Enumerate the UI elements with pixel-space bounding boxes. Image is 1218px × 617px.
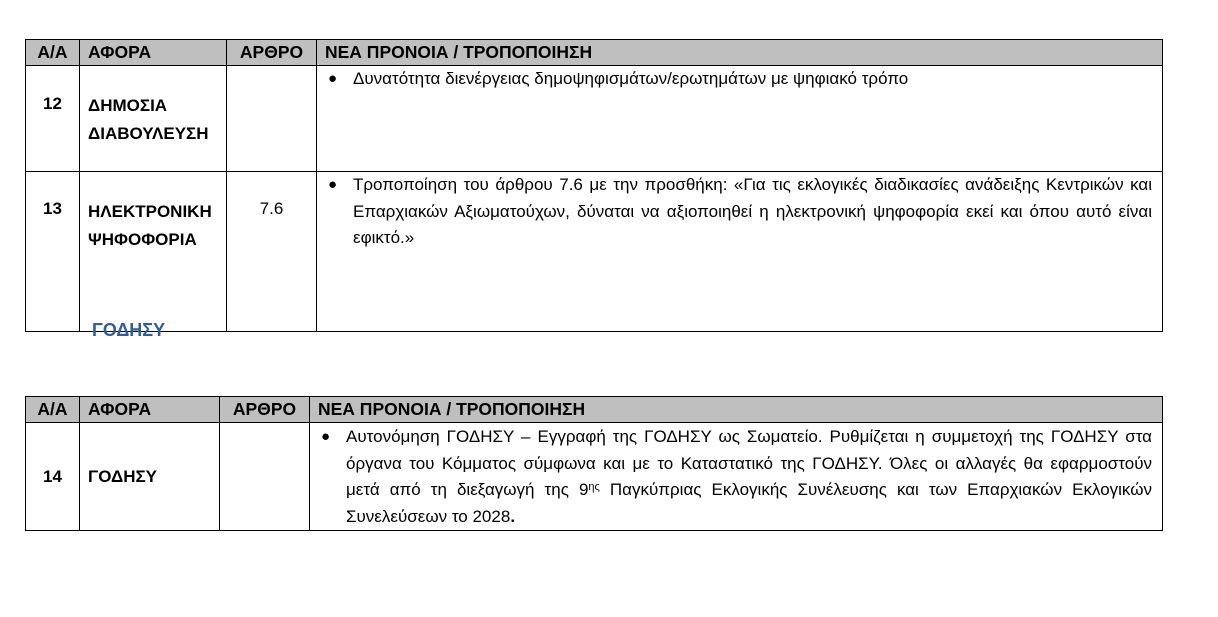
- header-article: ΑΡΘΡΟ: [220, 397, 310, 423]
- row-subject: [80, 172, 227, 332]
- bullet-text: Δυνατότητα διενέργειας δημοψηφισμάτων/ερωτημάτων με ψηφιακό τρόπο: [353, 69, 909, 88]
- table-row: [26, 423, 1163, 531]
- row-provision: [310, 423, 1163, 531]
- amendments-table-2: [25, 396, 1163, 531]
- row-article: 7.6: [227, 172, 317, 332]
- bullet-item: [328, 172, 1152, 252]
- bullet-text-cont: Παγκύπριας Εκλογικής Συνέλευσης και των Επαρχιακών Εκλογικών Συνελεύσεων το 2028: [346, 480, 1152, 526]
- header-aa: Α/Α: [26, 397, 80, 423]
- header-provision: ΝΕΑ ΠΡΟΝΟΙΑ / ΤΡΟΠΟΠΟΙΗΣΗ: [317, 40, 1163, 66]
- header-subject: ΑΦΟΡΑ: [80, 397, 220, 423]
- table-header-row: [26, 397, 1163, 423]
- row-provision: [317, 66, 1163, 172]
- bullet-text: Αυτονόμηση ΓΟΔΗΣΥ – Εγγραφή της ΓΟΔΗΣΥ ως Σωματείο. Ρυθμίζεται η συμμετοχή της ΓΟΔΗΣΥ στα όργανα του Κόμματος σύμφωνα και με το Καταστατικό της ΓΟΔΗΣΥ. Όλες οι αλλαγές θα εφαρμοστούν μετά από τη διεξαγωγή της 9: [346, 427, 1152, 499]
- header-aa: Α/Α: [26, 40, 80, 66]
- row-number: 14: [26, 423, 80, 531]
- bullet-icon: ●: [328, 176, 338, 193]
- table-row: [26, 172, 1163, 332]
- ordinal-suffix: ης: [588, 481, 600, 493]
- row-article: [227, 66, 317, 172]
- row-subject: ΓΟΔΗΣΥ: [80, 423, 220, 531]
- amendments-table-1: [25, 39, 1163, 332]
- row-number: 12: [26, 66, 80, 172]
- bullet-item: [321, 424, 1152, 530]
- bullet-text: Τροποποίηση του άρθρου 7.6 με την προσθήκη: «Για τις εκλογικές διαδικασίες ανάδειξης Κεντρικών και Επαρχιακών Αξιωματούχων, δύναται να αξιοποιηθεί η ηλεκτρονική ψηφοφορία εκεί και όπου αυτό είναι εφικτό.»: [353, 175, 1152, 247]
- row-subject-line: ΔΙΑΒΟΥΛΕΥΣΗ: [88, 124, 209, 143]
- header-article: ΑΡΘΡΟ: [227, 40, 317, 66]
- header-provision: ΝΕΑ ΠΡΟΝΟΙΑ / ΤΡΟΠΟΠΟΙΗΣΗ: [310, 397, 1163, 423]
- row-subject-line: ΗΛΕΚΤΡΟΝΙΚΗ: [88, 202, 212, 221]
- row-number: 13: [26, 172, 80, 332]
- row-provision: [317, 172, 1163, 332]
- section-title: ΓΟΔΗΣΥ: [92, 320, 166, 340]
- header-subject: ΑΦΟΡΑ: [80, 40, 227, 66]
- row-subject-line: ΨΗΦΟΦΟΡΙΑ: [88, 230, 197, 249]
- row-subject: [80, 66, 227, 172]
- row-subject-line: ΔΗΜΟΣΙΑ: [88, 96, 168, 115]
- bullet-icon: ●: [321, 428, 331, 445]
- bullet-item: [328, 66, 1152, 93]
- row-article: [220, 423, 310, 531]
- bullet-icon: ●: [328, 70, 338, 87]
- bullet-end: .: [510, 506, 516, 526]
- table-row: [26, 66, 1163, 172]
- table-header-row: [26, 40, 1163, 66]
